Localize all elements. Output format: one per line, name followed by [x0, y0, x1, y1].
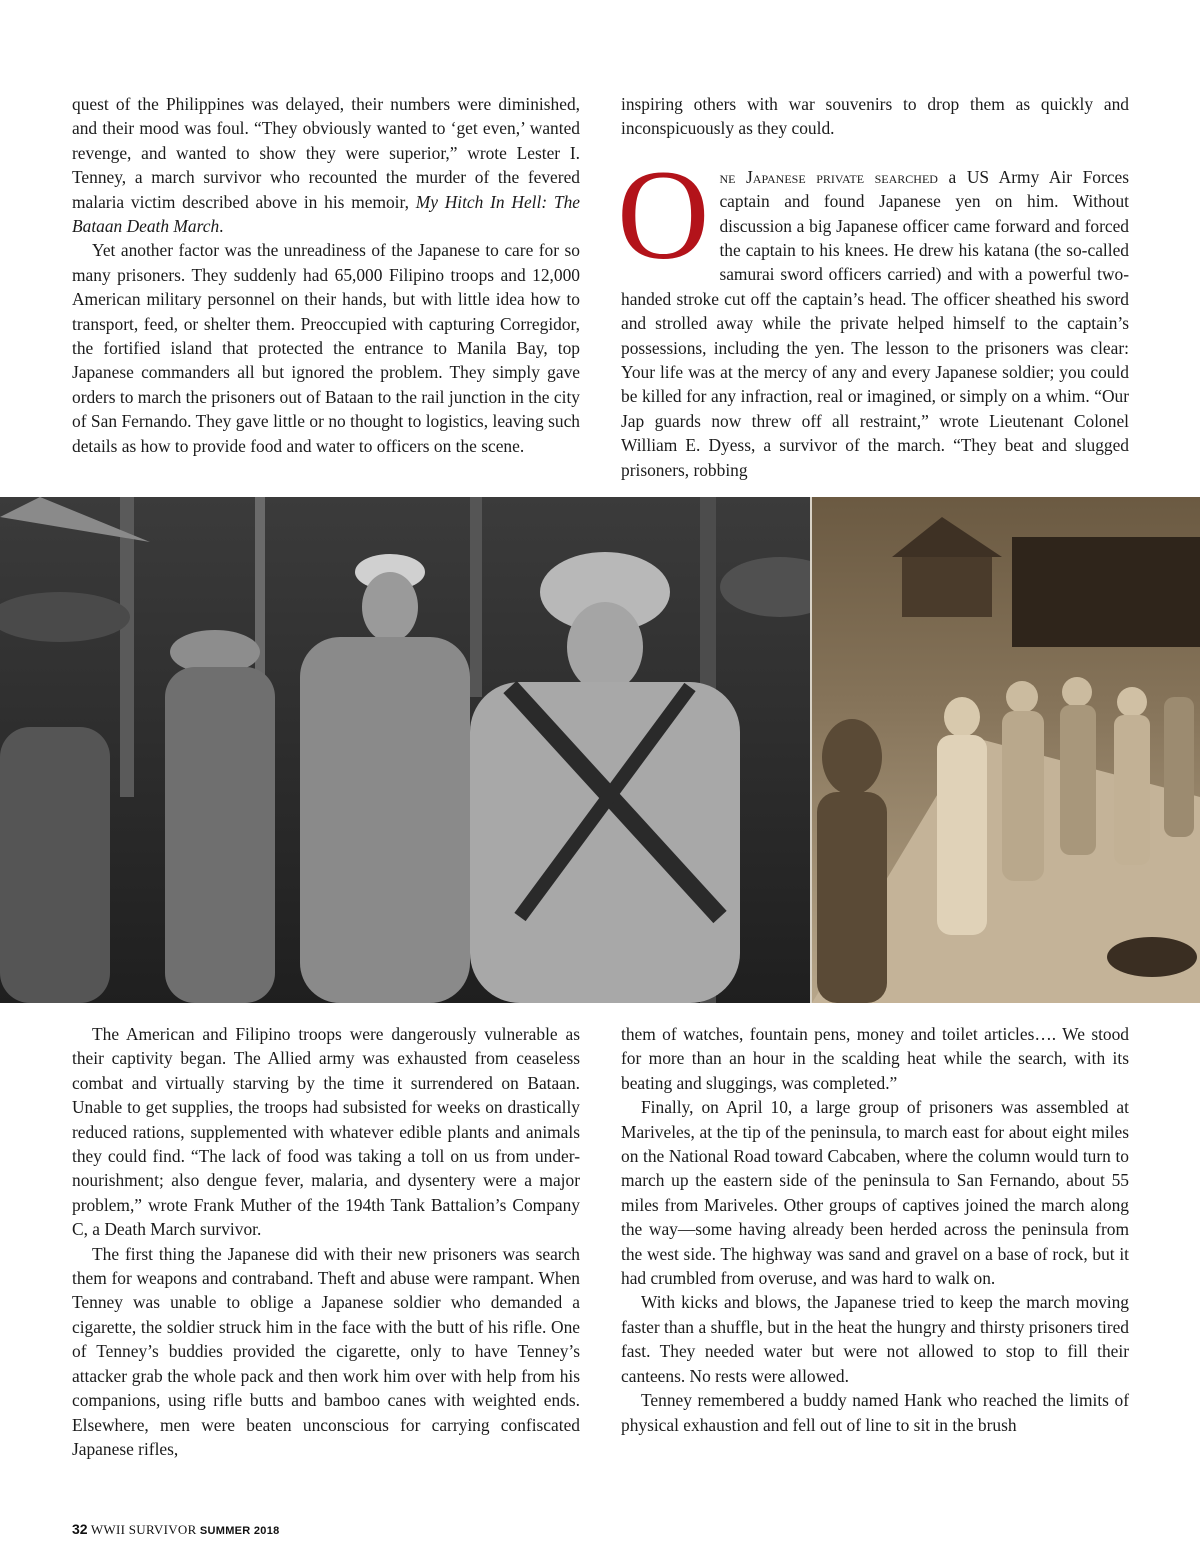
drop-cap: O — [617, 143, 710, 286]
photo-japanese-soldiers-with-prisoner — [0, 497, 812, 1003]
page-number: 32 — [72, 1521, 88, 1537]
paragraph: inspiring others with war souvenirs to drop them as quickly and inconspicuously as they could. — [621, 94, 1129, 139]
paragraph — [72, 92, 580, 238]
book-title: My Hitch In Hell: The Bataan Death March — [72, 191, 580, 237]
paragraph-text: a US Army Air Forces captain and found Japanese yen on him. Without discussion a big Japanese officer came forward and forced the captain to his knees. He drew his katana (the so-called samurai sword officers carried) and with a powerful two-handed stroke cut off the captain’s head. The officer sheathed his sword and strolled away while the private helped himself to the captain’s possessions, including the yen. The lesson to the prisoners was clear: Your life was at the mercy of any and every Japanese soldier; you could be killed for any infraction, real or imagined, or simply on a whim. “Our Jap guards now threw off all restraint,” wrote Lieutenant Colonel William E. Dyess, a survivor of the march. “They beat and slugged prisoners, robbing — [621, 166, 1129, 480]
paragraph — [617, 143, 1129, 482]
paragraph: Yet another factor was the unreadiness of the Japanese to care for so many prisoners. They suddenly had 65,000 Filipino troops and 12,000 American military personnel on their hands, but with little idea how to transport, feed, or shelter them. Preoccupied with capturing Corregidor, the fortified island that protected the entrance to Manila Bay, top Japanese commanders all but ignored the problem. They simply gave orders to march the prisoners out of Bataan to the rail junction in the city of San Fernando. They gave little or no thought to logistics, leaving such details as how to provide food and water to officers on the scene. — [72, 240, 580, 456]
paragraph: them of watches, fountain pens, money and toilet articles…. We stood for more than an hour in the scalding heat while the search, with its beating and sluggings, was completed.” — [621, 1024, 1129, 1093]
paragraph-end: . — [219, 216, 224, 237]
photo-right-illustration — [812, 497, 1200, 1003]
paragraph: The American and Filipino troops were dangerously vulnerable as their captivity began. The Allied army was exhausted from ceaseless combat and virtually starving by the time it surrendered on Bataan. Unable to get supplies, the troops had subsisted for weeks on drastically reduced rations, supplemented with whatever edible plants and animals they could find. “The lack of food was taking a toll on us from under-nourishment; also dengue fever, malaria, and dysentery were a major problem,” wrote Frank Muther of the 194th Tank Battalion’s Company C, a Death March survivor. — [72, 1024, 580, 1240]
photo-prisoners-marching — [812, 497, 1200, 1003]
section-opening — [617, 143, 1129, 482]
issue-date: SUMMER 2018 — [199, 1525, 280, 1537]
article-column-top-right — [617, 92, 1129, 482]
article-column-bottom-left — [72, 1022, 580, 1461]
paragraph: Tenney remembered a buddy named Hank who reached the limits of physical exhaustion and fell out of line to sit in the brush — [621, 1390, 1129, 1435]
lead-in: ne Japanese private searched — [719, 166, 938, 187]
article-column-top-left — [72, 92, 580, 458]
page-footer — [72, 1521, 280, 1539]
magazine-name: WWII SURVIVOR — [90, 1522, 197, 1537]
article-column-bottom-right — [621, 1022, 1129, 1437]
photo-left-illustration — [0, 497, 812, 1003]
paragraph-text: quest of the Philippines was delayed, their numbers were diminished, and their mood was foul. “They obviously wanted to ‘get even,’ wanted revenge, and wanted to show they were superior,” wrote Lester I. Tenney, a march survivor who recounted the murder of the fevered malaria victim described above in his memoir, — [72, 94, 580, 212]
paragraph: Finally, on April 10, a large group of prisoners was assembled at Mariveles, at the tip of the peninsula, to march east for about eight miles on the National Road toward Cabcaben, where the column would turn to march up the eastern side of the peninsula to San Fernando, about 55 miles from Mariveles. Other groups of captives joined the march along the way—some having already been herded across the peninsula from the west side. The highway was sand and gravel on a base of rock, but it had crumbled from overuse, and was hard to walk on. — [621, 1097, 1129, 1289]
paragraph: With kicks and blows, the Japanese tried to keep the march moving faster than a shuffle, but in the heat the hungry and thirsty prisoners tired fast. They needed water but were not allowed to stop to fill their canteens. No rests were allowed. — [621, 1292, 1129, 1386]
paragraph: The first thing the Japanese did with their new prisoners was search them for weapons and contraband. Theft and abuse were rampant. When Tenney was unable to oblige a Japanese soldier who demanded a cigarette, the soldier struck him in the face with the butt of his rifle. One of Tenney’s buddies provided the cigarette, only to have Tenney’s attacker grab the whole pack and then work him over with help from his companions, using rifle butts and bamboo canes with weighted ends. Elsewhere, men were beaten unconscious for carrying confiscated Japanese rifles, — [72, 1243, 580, 1459]
